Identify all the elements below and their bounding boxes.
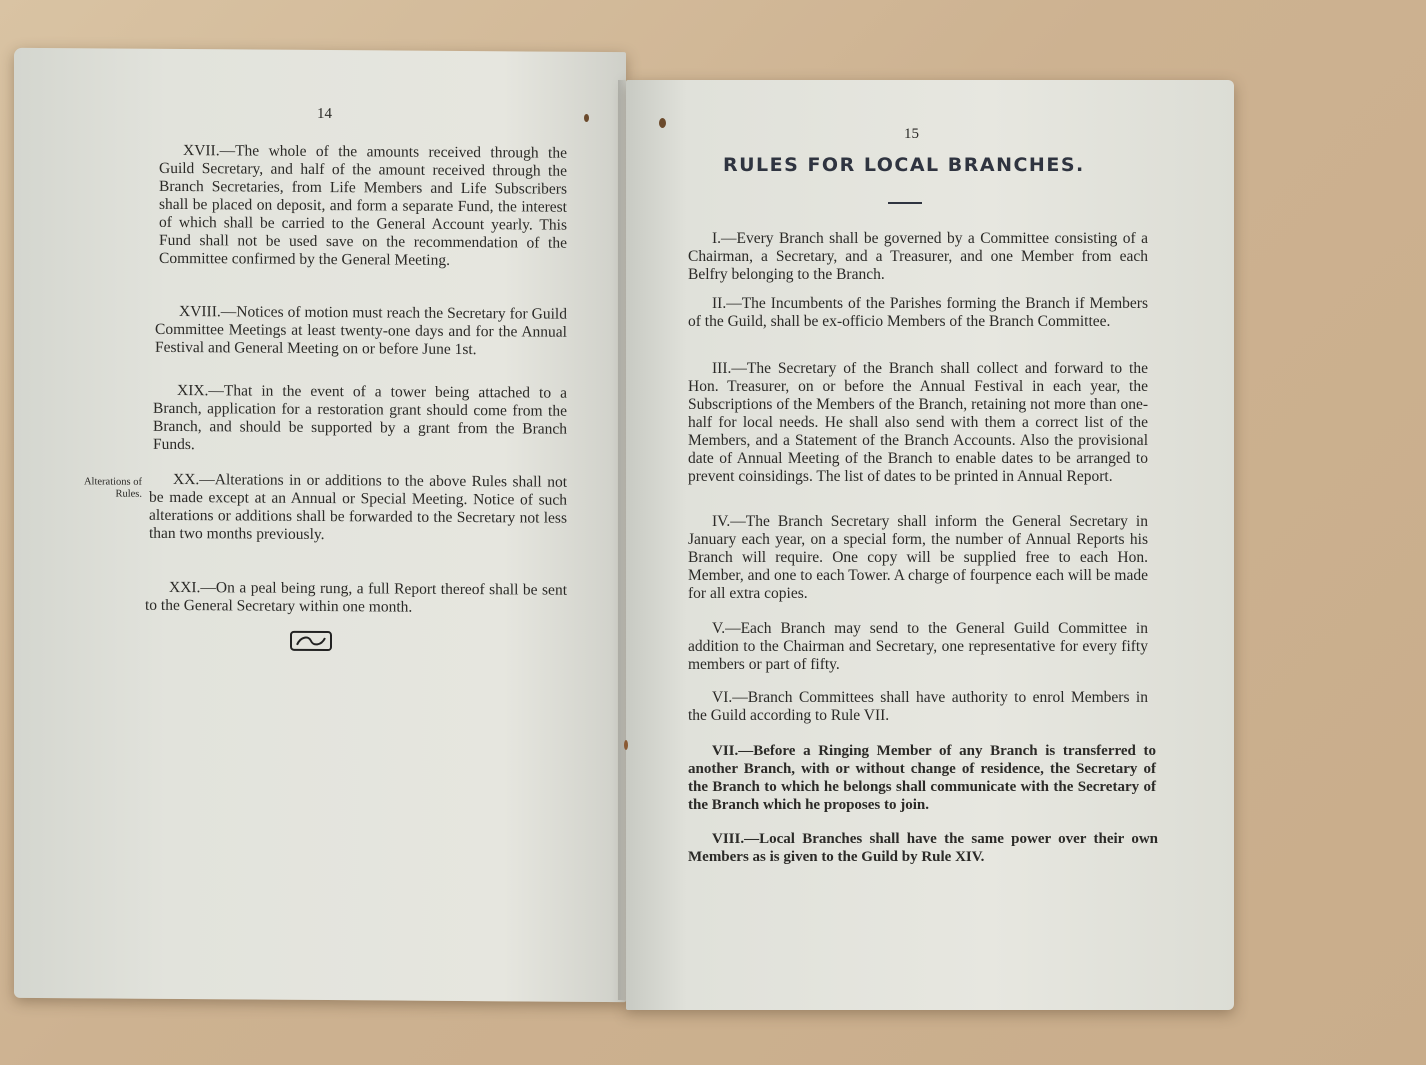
open-booklet xyxy=(14,50,1236,1008)
rule-xvii: XVII.—The whole of the amounts received through the Guild Secretary, and half of the amount received through the Branch Secretaries, from Life Members and Life Subscribers shall be placed on deposit, and form a separate Fund, the interest of which shall be carried to the General Account yearly. This Fund shall not be used save on the recommendation of the Committee confirmed by the General Meeting. xyxy=(159,142,567,269)
branch-rule-v: V.—Each Branch may send to the General Guild Committee in addition to the Chairman and Secretary, one representative for every fifty members or part of fifty. xyxy=(688,620,1148,673)
branch-rule-i: I.—Every Branch shall be governed by a Committee consisting of a Chairman, a Secretary, and a Treasurer, and one Member from each Belfry belonging to the Branch. xyxy=(688,230,1148,283)
rule-xxi: XXI.—On a peal being rung, a full Report thereof shall be sent to the General Secretary within one month. xyxy=(145,578,567,616)
staple-mark-top-right xyxy=(659,118,666,128)
staple-mark-top-left xyxy=(584,114,589,122)
left-page xyxy=(14,48,626,1002)
right-page xyxy=(626,80,1234,1010)
rust-mark xyxy=(624,740,628,750)
margin-note-alterations: Alterations of Rules. xyxy=(83,476,142,500)
branch-rule-iv: IV.—The Branch Secretary shall inform the General Secretary in January each year, on a special form, the number of Annual Reports his Branch will require. One copy will be supplied free to each Hon. Member, and one to each Tower. A charge of fourpence each will be made for all extra copies. xyxy=(688,513,1148,602)
rule-xix: XIX.—That in the event of a tower being attached to a Branch, application for a restoration grant should come from the Branch, and should be supported by a grant from the Branch Funds. xyxy=(153,382,567,454)
section-heading: RULES FOR LOCAL BRANCHES. xyxy=(723,154,1085,176)
branch-rule-viii: VIII.—Local Branches shall have the same power over their own Members as is given to the Guild by Rule XIV. xyxy=(688,831,1158,865)
tailpiece-ornament-icon xyxy=(289,630,333,652)
heading-divider xyxy=(888,202,922,204)
branch-rule-vi: VI.—Branch Committees shall have authority to enrol Members in the Guild according to Rule VII. xyxy=(688,689,1148,724)
rule-xx: XX.—Alterations in or additions to the above Rules shall not be made except at an Annual or Special Meeting. Notice of such alterations or additions shall be forwarded to the Secretary not less than two months previously. xyxy=(149,470,567,544)
branch-rule-ii: II.—The Incumbents of the Parishes forming the Branch if Members of the Guild, shall be ex-officio Members of the Branch Committee. xyxy=(688,295,1148,330)
rule-xviii: XVIII.—Notices of motion must reach the Secretary for Guild Committee Meetings at least twenty-one days and for the Annual Festival and General Meeting on or before June 1st. xyxy=(155,303,567,359)
branch-rule-iii: III.—The Secretary of the Branch shall collect and forward to the Hon. Treasurer, on or before the Annual Festival in each year, the Subscriptions of the Members of the Branch, retaining not more than one-half for local needs. He shall also send with them a correct list of the Members, and a Statement of the Branch Accounts. Also the provisional date of Annual Meeting of the Branch to enable dates to be arranged to prevent coinsidings. The list of dates to be printed in Annual Report. xyxy=(688,360,1148,485)
branch-rule-vii: VII.—Before a Ringing Member of any Branch is transferred to another Branch, with or without change of residence, the Secretary of the Branch to which he belongs shall communicate with the Secretary of the Branch which he proposes to join. xyxy=(688,743,1156,813)
page-number-right: 15 xyxy=(904,126,919,142)
page-number-left: 14 xyxy=(317,105,332,123)
